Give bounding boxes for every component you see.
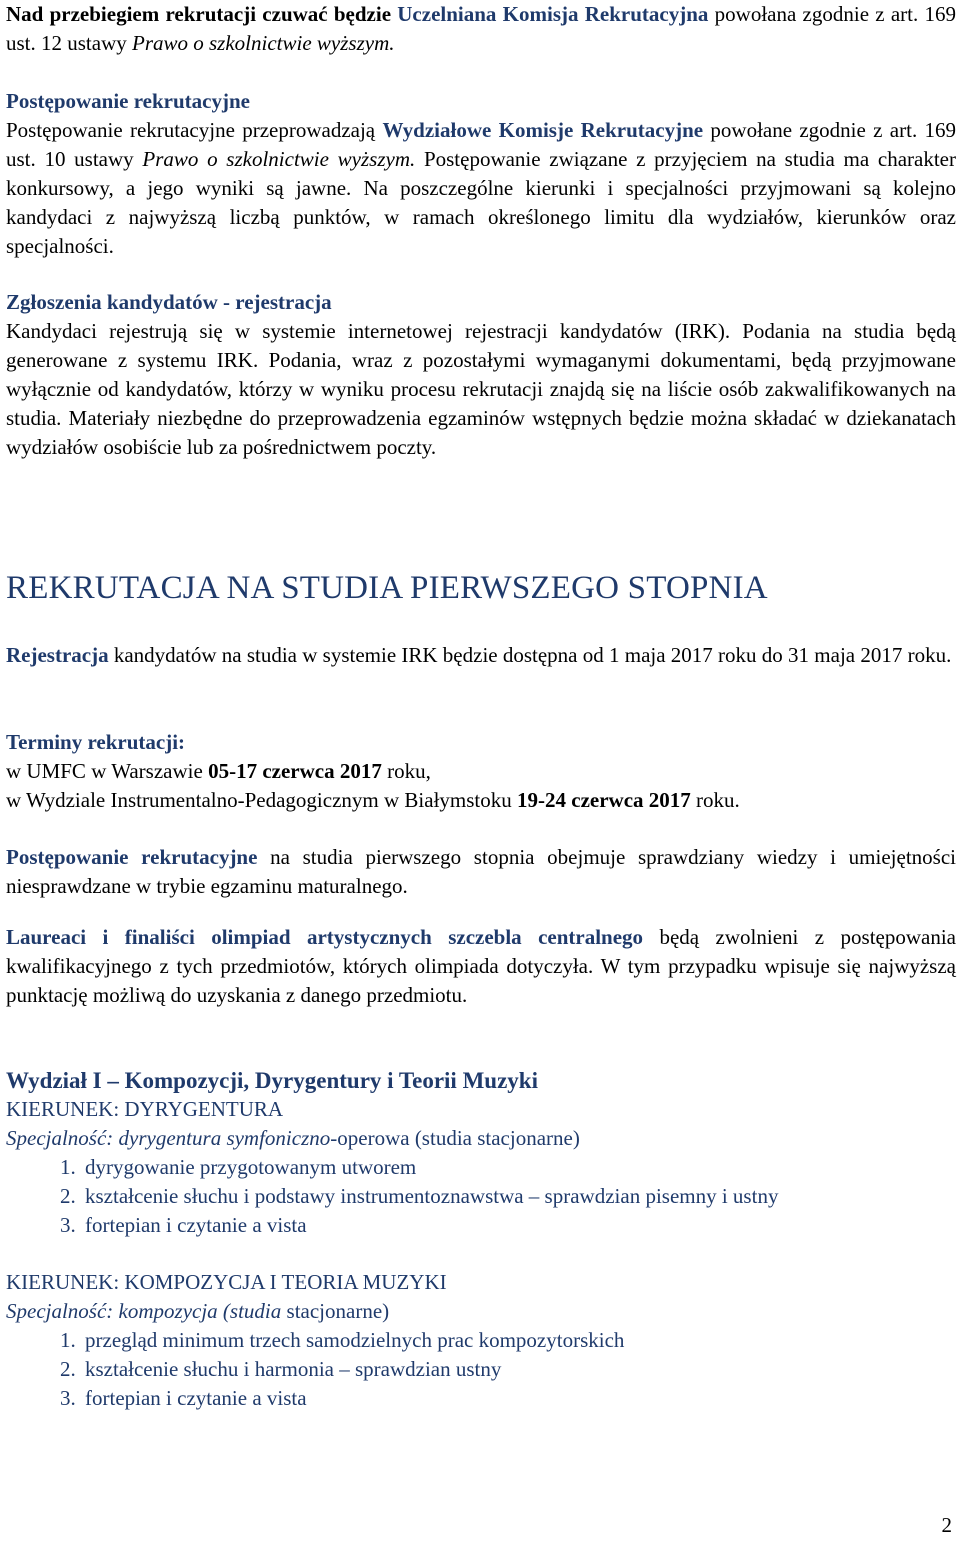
procedure-scope-label: Postępowanie rekrutacyjne [6, 845, 258, 869]
exam-list-conducting [6, 1153, 956, 1240]
intro-law-name: Prawo o szkolnictwie wyższym. [132, 31, 395, 55]
field-conducting: KIERUNEK: DYRYGENTURA [6, 1097, 284, 1121]
recruitment-procedure-text [6, 116, 956, 261]
specialty-conducting-label: Specjalność: dyrygentura symfoniczno- [6, 1126, 338, 1150]
procedure-text-c: Postępowanie związane z przyjęciem na studia ma charakter konkursowy, a jego wyniki są jawne. Na poszczególne kierunki i specjalności przyjmowani są kolejno kandydaci z najwyższą liczbą punktów, w ramach określonego limitu dla wydziałów, kierunków oraz specjalności. [6, 147, 956, 258]
faculty-commissions-name: Wydziałowe Komisje Rekrutacyjne [382, 118, 704, 142]
faculty-title: Wydział I – Kompozycji, Dyrygentury i Teorii Muzyki [6, 1068, 538, 1093]
page-number: 2 [941, 1513, 952, 1537]
applications-heading: Zgłoszenia kandydatów - rejestracja [6, 290, 332, 314]
procedure-text-b: powołane zgodnie z art. 169 ust. 10 ustawy [6, 118, 957, 171]
specialty-composition-mode: stacjonarne) [281, 1299, 390, 1323]
list-item: 1. przegląd minimum trzech samodzielnych prac kompozytorskich [81, 1326, 956, 1355]
dates-warsaw-suffix: roku, [381, 759, 431, 783]
field-composition: KIERUNEK: KOMPOZYCJA I TEORIA MUZYKI [6, 1270, 447, 1294]
list-item: 2. kształcenie słuchu i harmonia – sprawdzian ustny [81, 1355, 956, 1384]
laureates-label: Laureaci i finaliści olimpiad artystycznych szczebla centralnego [6, 925, 644, 949]
faculty-block [6, 1066, 956, 1413]
procedure-text-a: Postępowanie rekrutacyjne przeprowadzają [6, 118, 383, 142]
specialty-conducting-mode: operowa (studia stacjonarne) [337, 1126, 580, 1150]
registration-text: kandydatów na studia w systemie IRK będzie dostępna od 1 maja 2017 roku do 31 maja 2017 roku. [108, 643, 952, 667]
list-item: 1. dyrygowanie przygotowanym utworem [81, 1153, 956, 1182]
intro-text-bold-lead: Nad przebiegiem rekrutacji czuwać będzie [6, 2, 398, 26]
intro-text: powołana zgodnie z art. 169 ust. 12 ustawy [6, 2, 956, 55]
list-item: 2. kształcenie słuchu i podstawy instrumentoznawstwa – sprawdzian pisemny i ustny [81, 1182, 956, 1211]
recruitment-procedure-block [6, 87, 956, 261]
dates-heading: Terminy rekrutacji: [6, 730, 186, 754]
list-item: 3. fortepian i czytanie a vista [81, 1211, 956, 1240]
specialty-composition [6, 1297, 956, 1326]
procedure-scope-paragraph [6, 843, 956, 901]
dates-block [6, 728, 956, 815]
intro-commission-name: Uczelniana Komisja Rekrutacyjna [397, 2, 709, 26]
dates-bialystok-text: w Wydziale Instrumentalno-Pedagogicznym w Białymstoku [6, 788, 517, 812]
dates-bialystok-range: 19-24 czerwca 2017 [517, 788, 691, 812]
recruitment-procedure-heading: Postępowanie rekrutacyjne [6, 89, 250, 113]
dates-bialystok-suffix: roku. [690, 788, 740, 812]
procedure-law-name: Prawo o szkolnictwie wyższym. [142, 147, 416, 171]
procedure-scope-text: na studia pierwszego stopnia obejmuje sprawdziany wiedzy i umiejętności niesprawdzane w trybie egzaminu maturalnego. [6, 845, 956, 898]
specialty-conducting [6, 1124, 956, 1153]
laureates-paragraph [6, 923, 956, 1010]
section-title: REKRUTACJA NA STUDIA PIERWSZEGO STOPNIA [6, 570, 768, 606]
registration-paragraph [6, 641, 956, 670]
registration-label: Rejestracja [6, 643, 109, 667]
dates-warsaw-text: w UMFC w Warszawie [6, 759, 209, 783]
dates-warsaw [6, 757, 956, 786]
dates-bialystok [6, 786, 956, 815]
intro-paragraph [6, 0, 956, 58]
specialty-composition-label: Specjalność: kompozycja (studia [6, 1299, 282, 1323]
laureates-text: będą zwolnieni z postępowania kwalifikacyjnego z tych przedmiotów, których olimpiada dotyczyła. W tym przypadku wpisuje się najwyższą punktację możliwą do uzyskania z danego przedmiotu. [6, 925, 956, 1007]
applications-text: Kandydaci rejestrują się w systemie internetowej rejestracji kandydatów (IRK). Podania na studia będą generowane z systemu IRK. Podania, wraz z pozostałymi wymaganymi dokumentami, będą przyjmowane wyłącznie od kandydatów, którzy w wyniku procesu rekrutacji znajdą się na liście osób zakwalifikowanych na studia. Materiały niezbędne do przeprowadzenia egzaminów wstępnych będzie można składać w dziekanatach wydziałów osobiście lub za pośrednictwem poczty. [6, 319, 956, 459]
list-item: 3. fortepian i czytanie a vista [81, 1384, 956, 1413]
applications-block [6, 288, 956, 462]
exam-list-composition [6, 1326, 956, 1413]
dates-warsaw-range: 05-17 czerwca 2017 [208, 759, 382, 783]
